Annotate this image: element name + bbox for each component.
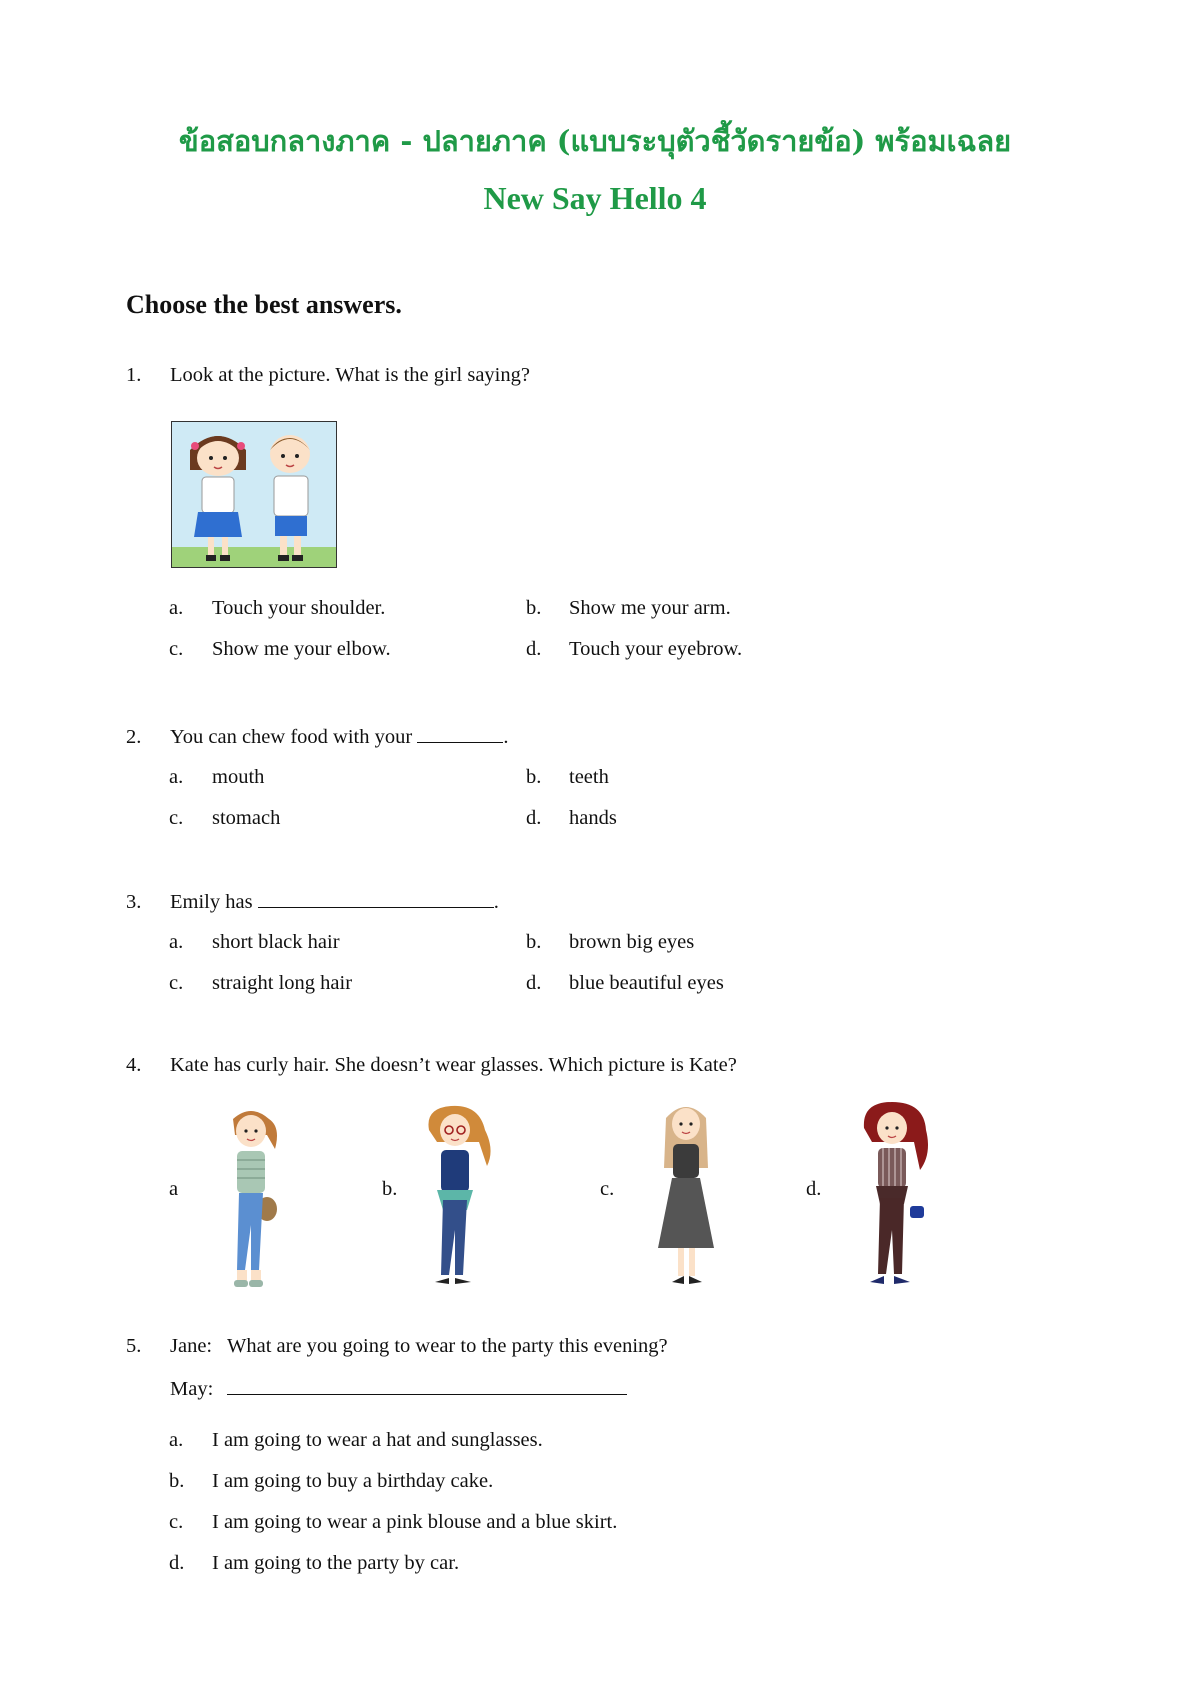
option-5c[interactable] [169, 1511, 617, 1534]
option-letter: a. [169, 931, 184, 953]
answer-blank[interactable] [258, 889, 494, 908]
option-text: Show me your elbow. [212, 638, 391, 660]
option-2a[interactable] [169, 766, 264, 789]
answer-blank[interactable] [417, 724, 503, 743]
question-end: . [503, 726, 509, 748]
option-text: hands [569, 807, 617, 829]
question-number: 3. [126, 891, 142, 913]
question-end: . [493, 891, 499, 913]
option-letter: a. [169, 597, 184, 619]
option-letter: c. [169, 972, 184, 994]
option-4a-label[interactable]: a [169, 1178, 179, 1200]
option-letter: d. [169, 1552, 185, 1574]
option-text: I am going to wear a hat and sunglasses. [212, 1429, 543, 1451]
question-text: Emily has [170, 891, 253, 913]
two-students-illustration [172, 422, 336, 567]
option-letter: b. [526, 766, 542, 788]
option-text: Show me your arm. [569, 597, 731, 619]
question-5 [126, 1335, 668, 1358]
option-letter: d. [526, 638, 542, 660]
option-text: short black hair [212, 931, 340, 953]
option-letter: c. [169, 1511, 184, 1533]
option-text: straight long hair [212, 972, 353, 994]
instruction-heading: Choose the best answers. [126, 290, 402, 319]
option-letter: c. [169, 807, 184, 829]
option-5d[interactable] [169, 1552, 459, 1575]
speaker-may: May: [170, 1378, 214, 1400]
option-letter: b. [526, 931, 542, 953]
option-text: Touch your eyebrow. [569, 638, 743, 660]
option-text: stomach [212, 807, 281, 829]
option-letter: a. [169, 1429, 184, 1451]
option-letter: b. [526, 597, 542, 619]
option-letter: a. [169, 766, 184, 788]
option-4d-label[interactable]: d. [806, 1178, 822, 1200]
page-title-thai: ข้อสอบกลางภาค - ปลายภาค (แบบระบุตัวชี้วัดรายข้อ) พร้อมเฉลย [178, 124, 1012, 158]
option-3b[interactable] [526, 931, 694, 954]
option-5b[interactable] [169, 1470, 493, 1493]
option-text: teeth [569, 766, 609, 788]
option-5a[interactable] [169, 1429, 543, 1452]
answer-blank[interactable] [227, 1376, 627, 1395]
question-number: 2. [126, 726, 142, 748]
question-text: Kate has curly hair. She doesn’t wear glasses. Which picture is Kate? [170, 1054, 737, 1076]
dialogue-line-jane: What are you going to wear to the party this evening? [227, 1335, 668, 1357]
children-classroom-picture [171, 421, 337, 568]
option-3c[interactable] [169, 972, 352, 995]
option-1c[interactable] [169, 638, 391, 661]
option-text: I am going to the party by car. [212, 1552, 460, 1574]
option-letter: c. [169, 638, 184, 660]
question-1 [126, 364, 530, 387]
girl-curly-glasses-figure[interactable] [415, 1100, 500, 1290]
option-letter: b. [169, 1470, 185, 1492]
girl-long-hair-dress-figure[interactable] [648, 1098, 723, 1290]
question-text: You can chew food with your [170, 726, 413, 748]
page-title-book: New Say Hello 4 [483, 180, 707, 216]
question-2 [126, 724, 508, 749]
question-5-may-line [170, 1376, 627, 1401]
option-4c-label[interactable]: c. [600, 1178, 615, 1200]
option-2b[interactable] [526, 766, 609, 789]
girl-red-curly-hair-figure[interactable] [854, 1098, 936, 1290]
option-2c[interactable] [169, 807, 280, 830]
option-text: blue beautiful eyes [569, 972, 724, 994]
option-1b[interactable] [526, 597, 731, 620]
option-2d[interactable] [526, 807, 617, 830]
option-text: mouth [212, 766, 265, 788]
option-3a[interactable] [169, 931, 340, 954]
question-number: 4. [126, 1054, 142, 1076]
speaker-jane: Jane: [170, 1335, 213, 1357]
option-text: I am going to wear a pink blouse and a blue skirt. [212, 1511, 618, 1533]
girl-ponytail-figure[interactable] [215, 1105, 287, 1290]
option-text: Touch your shoulder. [212, 597, 386, 619]
option-4b-label[interactable]: b. [382, 1178, 398, 1200]
question-3 [126, 889, 499, 914]
option-text: brown big eyes [569, 931, 695, 953]
option-1a[interactable] [169, 597, 385, 620]
question-number: 5. [126, 1335, 142, 1357]
question-number: 1. [126, 364, 142, 386]
option-1d[interactable] [526, 638, 742, 661]
option-text: I am going to buy a birthday cake. [212, 1470, 494, 1492]
option-3d[interactable] [526, 972, 724, 995]
question-text: Look at the picture. What is the girl saying? [170, 364, 530, 386]
option-letter: d. [526, 807, 542, 829]
option-letter: d. [526, 972, 542, 994]
question-4 [126, 1054, 737, 1077]
